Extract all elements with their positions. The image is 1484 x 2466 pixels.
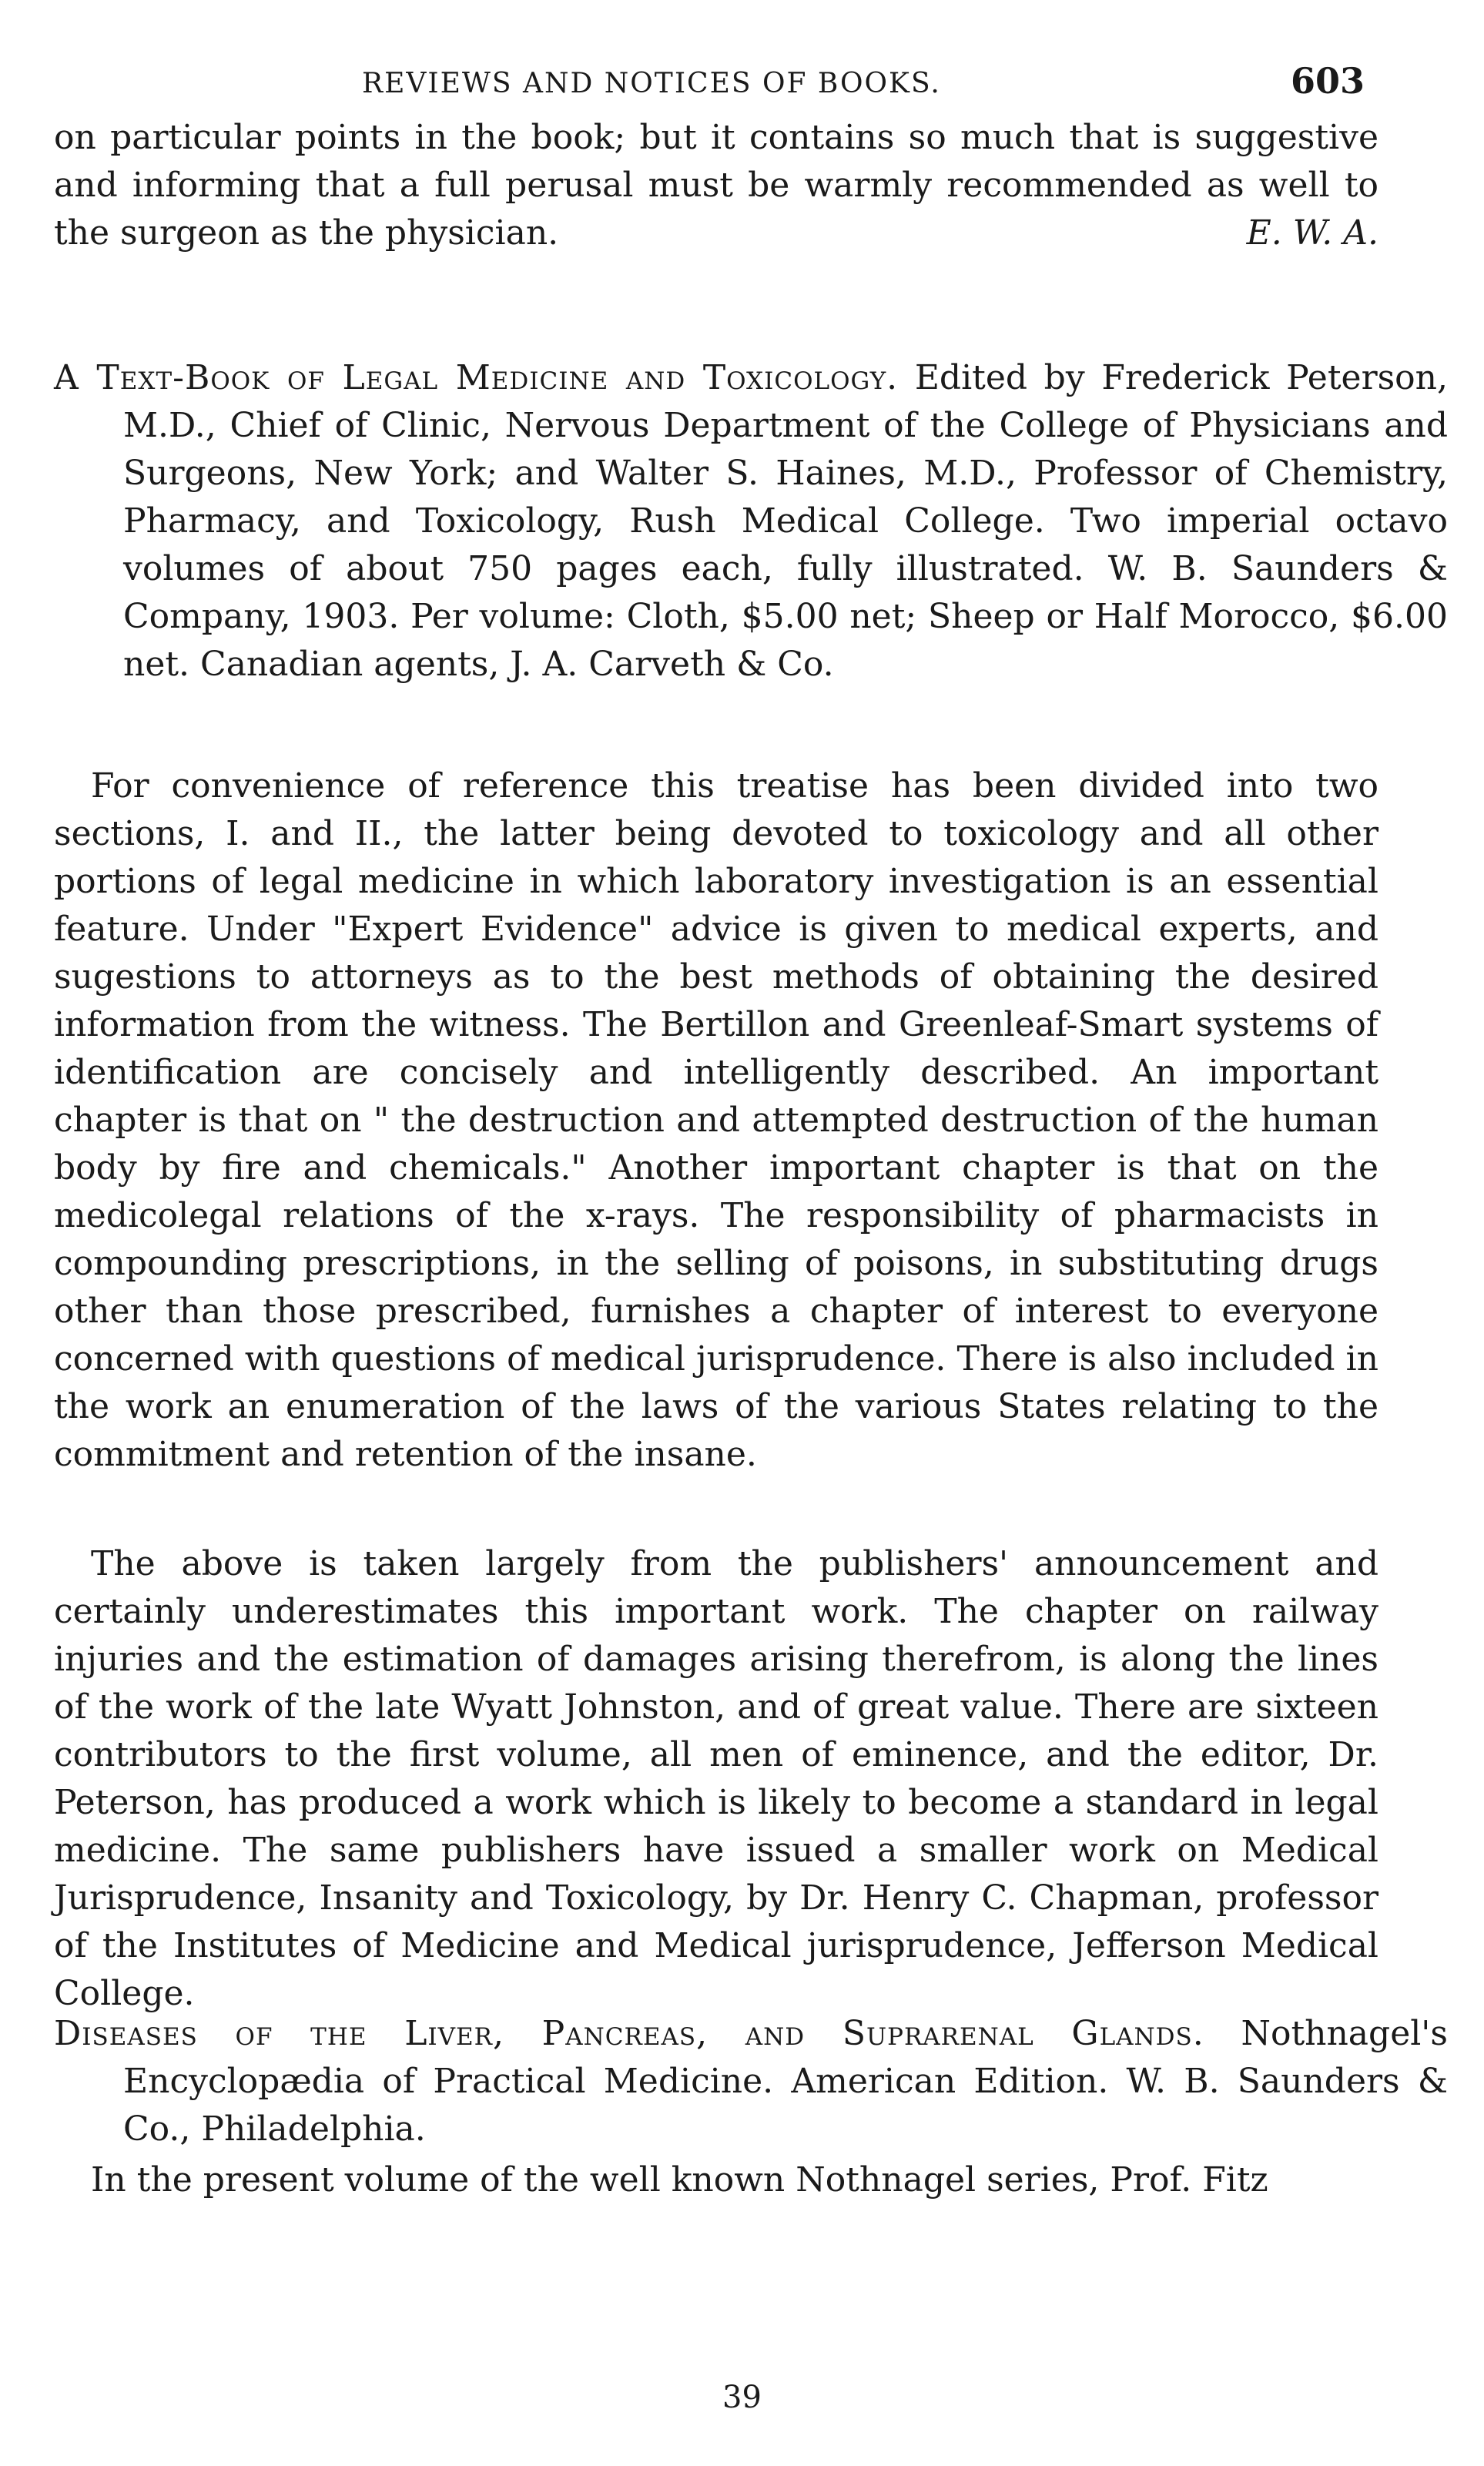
- review-continuation: [54, 114, 1378, 257]
- book-entry-liver-diseases: [54, 2010, 1448, 2153]
- review-paragraph: In the present volume of the well known Nothnagel series, Prof. Fitz: [91, 2160, 1268, 2200]
- page-number: 603: [1290, 60, 1365, 102]
- reviewer-signature: E. W. A.: [1246, 213, 1378, 253]
- book-citation: Edited by Frederick Peterson, M.D., Chief of Clinic, Nervous Department of the College of Physicians and Surgeons, New York; and Walter S. Haines, M.D., Professor of Chemistry, Pharmacy, and Toxicology, Rush Medical College. Two imperial octavo volumes of about 750 pages each, fully illustrated. W. B. Saunders & Company, 1903. Per volume: Cloth, $5.00 net; Sheep or Half Morocco, $6.00 net. Canadian agents, J. A. Carveth & Co.: [123, 358, 1448, 684]
- running-title: REVIEWS AND NOTICES OF BOOKS.: [362, 68, 941, 99]
- book-title: Diseases of the Liver, Pancreas, and Suprarenal Glands.: [54, 2014, 1204, 2053]
- book-title: A Text-Book of Legal Medicine and Toxicology.: [54, 358, 899, 397]
- book-entry-legal-medicine: [54, 354, 1448, 689]
- review-paragraph: For convenience of reference this treatise has been divided into two sections, I. and II., the latter being devoted to toxicology and all other portions of legal medicine in which laboratory investigation is an essential feature. Under "Expert Evidence" advice is given to medical experts, and sugestions to attorneys as to the best methods of obtaining the desired information from the witness. The Bertillon and Greenleaf-Smart systems of identification are concisely and intelligently described. An important chapter is that on " the destruction and attempted destruction of the human body by fire and chemicals." Another important chapter is that on the medicolegal relations of the x-rays. The responsibility of pharmacists in compounding prescriptions, in the selling of poisons, in substituting drugs other than those prescribed, furnishes a chapter of interest to everyone concerned with questions of medical jurisprudence. There is also included in the work an enumeration of the laws of the various States relating to the commitment and retention of the insane.: [54, 766, 1378, 1474]
- review-paragraph: The above is taken largely from the publishers' announcement and certainly underestimates this important work. The chapter on railway injuries and the estimation of damages arising therefrom, is along the lines of the work of the late Wyatt Johnston, and of great value. There are sixteen contributors to the first volume, all men of eminence, and the editor, Dr. Peterson, has produced a work which is likely to become a standard in legal medicine. The same publishers have issued a smaller work on Medical Jurisprudence, Insanity and Toxicology, by Dr. Henry C. Chapman, professor of the Institutes of Medicine and Medical jurisprudence, Jefferson Medical College.: [54, 1544, 1378, 2013]
- signature-mark: 39: [722, 2380, 762, 2415]
- review-continuation-text: on particular points in the book; but it contains so much that is suggestive and informing that a full perusal must be warmly recommended as well to the surgeon as the physician.: [54, 118, 1378, 253]
- book-citation: Nothnagel's Encyclopædia of Practical Medicine. American Edition. W. B. Saunders & Co., Philadelphia.: [123, 2014, 1448, 2149]
